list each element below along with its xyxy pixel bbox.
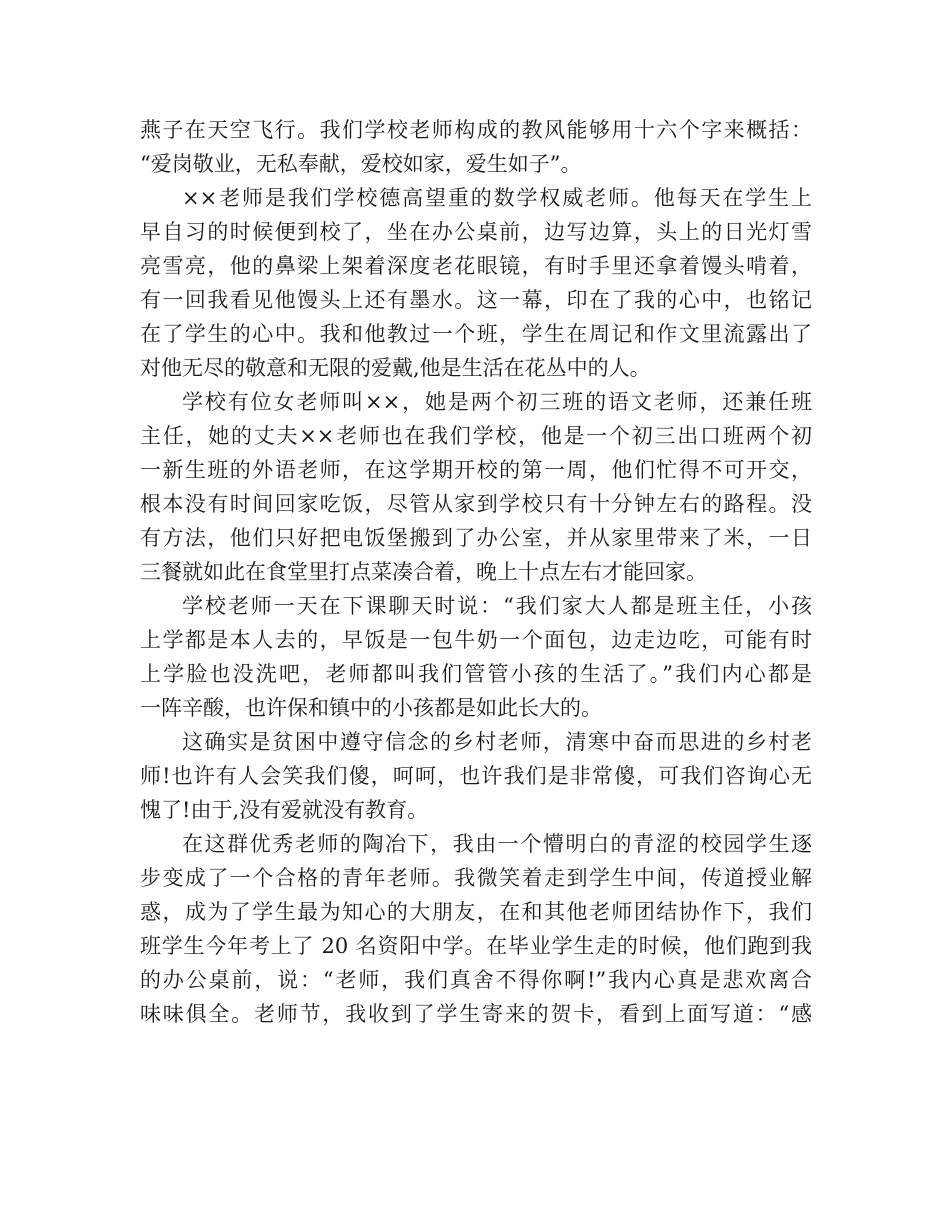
text-line: “爱岗敬业，无私奉献，爱校如家，爱生如子”。 [140,152,582,176]
text-line: 一新生班的外语老师，在这学期开校的第一周，他们忙得不可开交， [140,458,812,482]
text-line: 的办公桌前，说：“老师，我们真舍不得你啊!”我内心真是悲欢离合 [140,968,812,992]
text-line: 主任，她的丈夫××老师也在我们学校，他是一个初三出口班两个初 [140,424,812,448]
text-line: 燕子在天空飞行。我们学校老师构成的教风能够用十六个字来概括： [140,118,812,142]
text-line: 早自习的时候便到校了，坐在办公桌前，边写边算，头上的日光灯雪 [140,220,812,244]
text-line: 在了学生的心中。我和他教过一个班，学生在周记和作文里流露出了 [140,322,812,346]
text-line: 在这群优秀老师的陶冶下，我由一个懵明白的青涩的校园学生逐 [182,832,812,856]
text-line: 一阵辛酸，也许保和镇中的小孩都是如此长大的。 [140,696,602,720]
text-line: 亮雪亮，他的鼻梁上架着深度老花眼镜，有时手里还拿着馒头啃着， [140,254,812,278]
text-line: 味味俱全。老师节，我收到了学生寄来的贺卡，看到上面写道：“感 [140,1002,812,1026]
text-line: 步变成了一个合格的青年老师。我微笑着走到学生中间，传道授业解 [140,866,812,890]
text-line: 班学生今年考上了 20 名资阳中学。在毕业学生走的时候，他们跑到我 [140,934,812,958]
text-line: 这确实是贫困中遵守信念的乡村老师，清寒中奋而思进的乡村老 [182,730,812,754]
text-line: 有方法，他们只好把电饭堡搬到了办公室，并从家里带来了米，一日 [140,526,812,550]
text-line: 惑，成为了学生最为知心的大朋友，在和其他老师团结协作下，我们 [140,900,812,924]
text-line: 师!也许有人会笑我们傻，呵呵，也许我们是非常傻，可我们咨询心无 [140,764,812,788]
text-line: 根本没有时间回家吃饭，尽管从家到学校只有十分钟左右的路程。没 [140,492,812,516]
text-line: 学校老师一天在下课聊天时说：“我们家大人都是班主任，小孩 [182,594,812,618]
text-line: 上学都是本人去的，早饭是一包牛奶一个面包，边走边吃，可能有时 [140,628,812,652]
text-line: 有一回我看见他馒头上还有墨水。这一幕，印在了我的心中，也铭记 [140,288,812,312]
text-line: 学校有位女老师叫××，她是两个初三班的语文老师，还兼任班 [182,390,812,414]
document-body [140,113,812,1031]
text-line: ××老师是我们学校德高望重的数学权威老师。他每天在学生上 [182,186,812,210]
text-line: 三餐就如此在食堂里打点菜凑合着，晚上十点左右才能回家。 [140,560,707,584]
text-line: 愧了!由于,没有爱就没有教育。 [140,798,429,822]
text-line: 上学脸也没洗吧，老师都叫我们管管小孩的生活了。”我们内心都是 [140,662,812,686]
text-line: 对他无尽的敬意和无限的爱戴,他是生活在花丛中的人。 [140,356,651,380]
